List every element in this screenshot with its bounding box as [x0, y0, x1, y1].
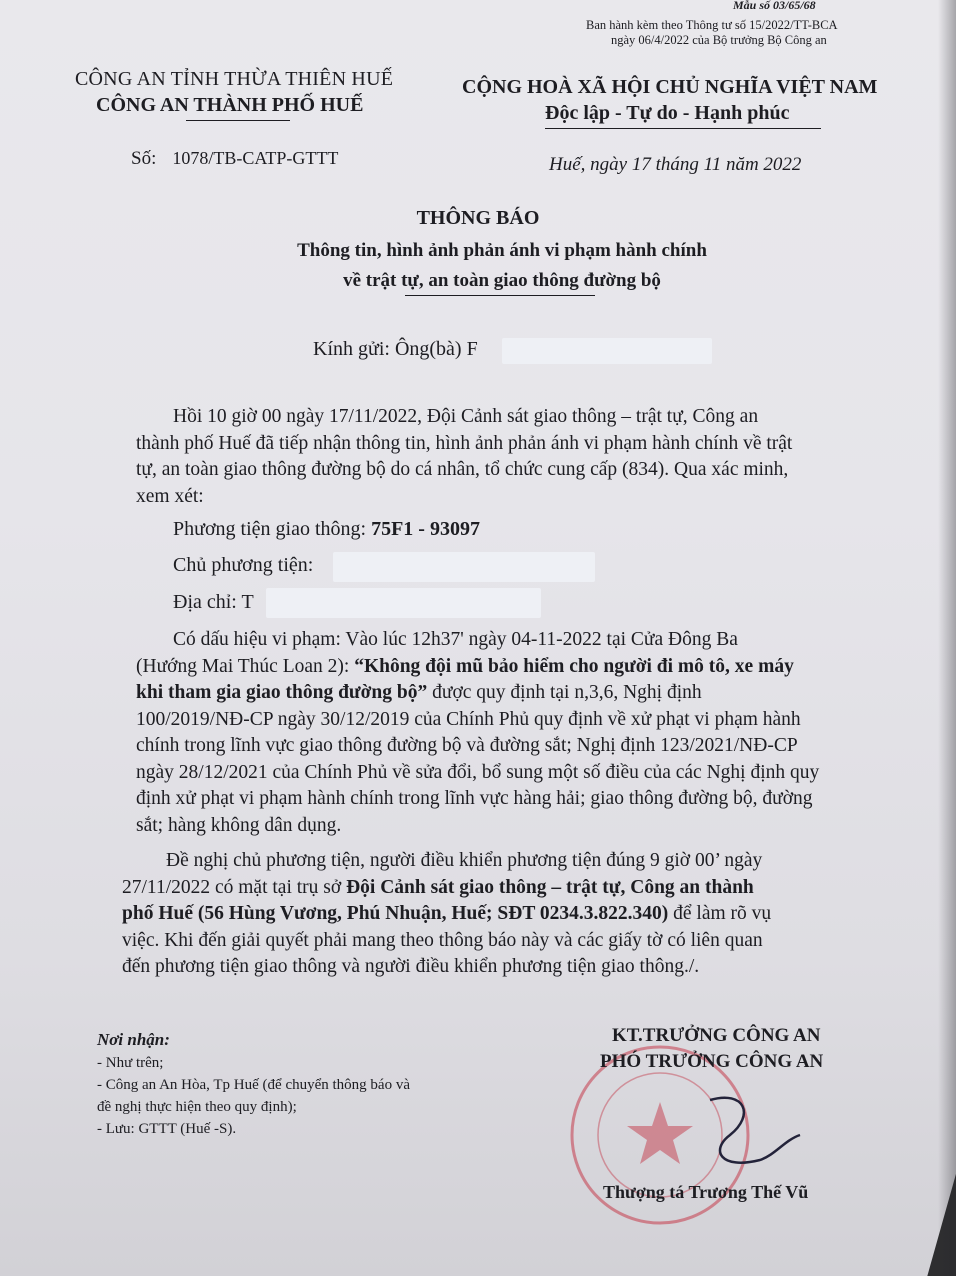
violation-line: định xử phạt vi phạm hành chính trong lĩnh vực hàng hải; giao thông đường bộ, đường [136, 788, 813, 809]
violation-paragraph [136, 627, 896, 839]
intro-paragraph [136, 404, 896, 510]
violation-line: khi tham gia giao thông đường bộ” được quy định tại n,3,6, Nghị định [136, 682, 702, 703]
vehicle-label: Phương tiện giao thông: [173, 518, 367, 540]
intro-line: thành phố Huế đã tiếp nhận thông tin, hình ảnh phản ánh vi phạm hành chính về trật [136, 432, 793, 454]
intro-line: xem xét: [136, 485, 204, 507]
signer-name: Thượng tá Trương Thế Vũ [603, 1182, 809, 1202]
recipient-item: - Lưu: GTTT (Huế -S). [97, 1121, 237, 1137]
handwritten-signature [710, 1098, 800, 1163]
owner-label: Chủ phương tiện: [173, 554, 314, 576]
parent-organization: CÔNG AN TỈNH THỪA THIÊN HUẾ [75, 68, 394, 90]
document-subtitle-line1: Thông tin, hình ảnh phản ánh vi phạm hành chính [297, 240, 707, 261]
page-edge-shadow [938, 0, 956, 1276]
signature-title-line1: KT.TRƯỞNG CÔNG AN [612, 1025, 821, 1046]
greeting: Kính gửi: Ông(bà) F [313, 338, 478, 360]
motto-underline [545, 128, 821, 129]
violation-line: 100/2019/NĐ-CP ngày 30/12/2019 của Chính Phủ quy định về xử phạt vi phạm hành [136, 708, 801, 730]
request-paragraph [122, 848, 882, 981]
recipient-item: - Công an An Hòa, Tp Huế (để chuyển thông báo và [97, 1077, 410, 1093]
form-number: Mẫu số 03/65/68 [733, 0, 816, 12]
document-number [131, 148, 338, 170]
redaction-recipient-name [502, 338, 712, 364]
request-line: việc. Khi đến giải quyết phải mang theo thông báo này và các giấy tờ có liên quan [122, 929, 763, 951]
violation-line: Có dấu hiệu vi phạm: Vào lúc 12h37' ngày 04-11-2022 tại Cửa Đông Ba [173, 629, 738, 650]
document-title: THÔNG BÁO [416, 207, 540, 229]
national-title: CỘNG HOÀ XÃ HỘI CHỦ NGHĨA VIỆT NAM [462, 76, 878, 98]
redaction-owner-name [333, 552, 595, 582]
violation-line: ngày 28/12/2021 của Chính Phủ về sửa đổi, bổ sung một số điều của các Nghị định quy [136, 761, 820, 783]
violation-line: sắt; hàng không dân dụng. [136, 814, 342, 836]
document-number-value: 1078/TB-CATP-GTTT [172, 148, 339, 168]
address-label: Địa chỉ: [173, 591, 237, 613]
national-motto: Độc lập - Tự do - Hạnh phúc [545, 102, 790, 124]
issued-note-line2: ngày 06/4/2022 của Bộ trưởng Bộ Công an [611, 33, 827, 47]
request-line: 27/11/2022 có mặt tại trụ sở Đội Cảnh sát giao thông – trật tự, Công an thành [122, 876, 754, 898]
subtitle-underline [405, 295, 595, 296]
address-field [173, 591, 254, 614]
vehicle-plate: 75F1 - 93097 [371, 518, 480, 540]
redaction-address [266, 588, 541, 618]
intro-line: tự, an toàn giao thông đường bộ do cá nhân, tổ chức cung cấp (834). Qua xác minh, [136, 459, 789, 480]
violation-line: chính trong lĩnh vực giao thông đường bộ và đường sắt; Nghị định 123/2021/NĐ-CP [136, 735, 798, 756]
owner-field [173, 554, 313, 577]
document-subtitle-line2: về trật tự, an toàn giao thông đường bộ [343, 270, 661, 291]
issuing-organization: CÔNG AN THÀNH PHỐ HUẾ [96, 94, 364, 116]
signature-title-line2: PHÓ TRƯỞNG CÔNG AN [600, 1051, 824, 1072]
request-line: Đề nghị chủ phương tiện, người điều khiển phương tiện đúng 9 giờ 00’ ngày [166, 850, 763, 871]
issued-note-line1: Ban hành kèm theo Thông tư số 15/2022/TT-BCA [586, 18, 838, 32]
organization-underline [186, 120, 290, 121]
recipient-item: đề nghị thực hiện theo quy định); [97, 1099, 297, 1115]
request-line: phố Huế (56 Hùng Vương, Phú Nhuận, Huế; SĐT 0234.3.822.340) để làm rõ vụ [122, 903, 772, 924]
document-number-label: Số: [131, 148, 157, 169]
intro-line: Hồi 10 giờ 00 ngày 17/11/2022, Đội Cảnh sát giao thông – trật tự, Công an [173, 406, 759, 427]
address-start: T [241, 591, 254, 613]
recipient-item: - Như trên; [97, 1055, 164, 1071]
vehicle-field [173, 518, 480, 541]
violation-line: (Hướng Mai Thúc Loan 2): “Không đội mũ bảo hiểm cho người đi mô tô, xe máy [136, 655, 794, 677]
request-line: đến phương tiện giao thông và người điều khiển phương tiện giao thông./. [122, 956, 700, 977]
place-and-date: Huế, ngày 17 tháng 11 năm 2022 [549, 154, 802, 175]
recipients-heading: Nơi nhận: [97, 1030, 170, 1049]
